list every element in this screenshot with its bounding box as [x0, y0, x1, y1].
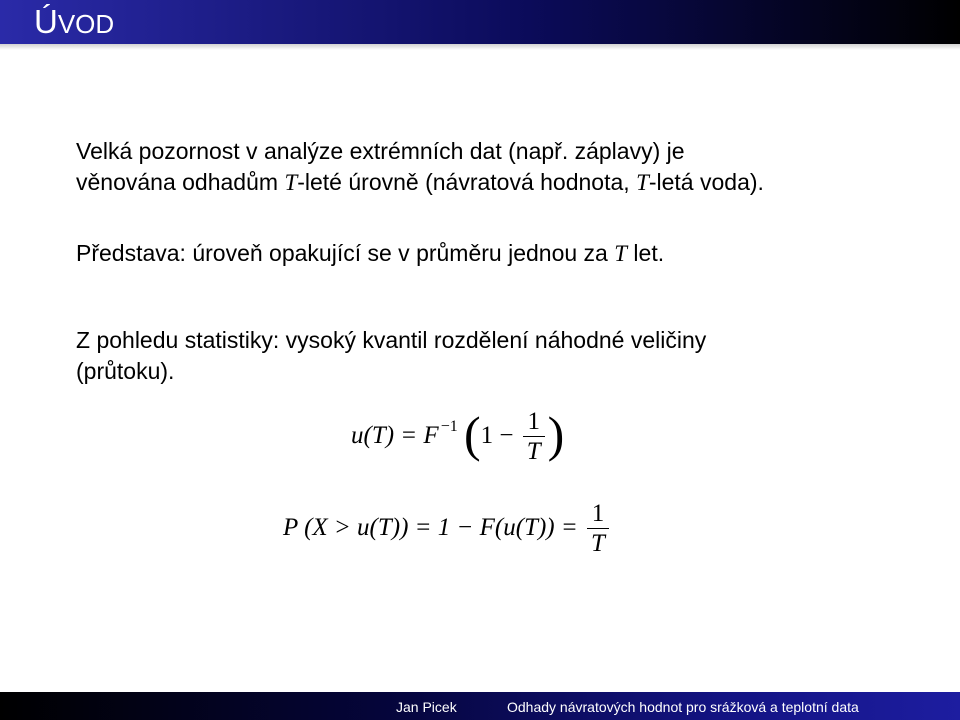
paragraph-2: [76, 238, 664, 269]
p2-text-a: Představa: úroveň opakující se v průměru jednou za: [76, 240, 615, 266]
paragraph-3: [76, 325, 706, 387]
equation-exceedance-probability: [283, 500, 960, 559]
slide-footer: [0, 692, 960, 720]
eq2-denominator: T: [587, 528, 609, 559]
eq2-numerator: 1: [591, 500, 605, 527]
paragraph-3-line-1: Z pohledu statistiky: vysoký kvantil rozdělení náhodné veličiny: [76, 327, 707, 353]
footer-talk-title: Odhady návratových hodnot pro srážková a teplotní data: [507, 699, 859, 715]
eq1-one-minus: 1 −: [480, 422, 520, 450]
p2-text-b: let.: [627, 240, 665, 266]
paragraph-1-line-2: [76, 167, 764, 198]
p1-text-b: -leté úrovně (návratová hodnota,: [297, 169, 637, 195]
paragraph-1-line-1: Velká pozornost v analýze extrémních dat (např. záplavy) je: [76, 138, 685, 164]
slide-title-initial: Ú: [34, 3, 58, 40]
eq1-denominator: T: [523, 436, 545, 467]
equation-return-level: [351, 405, 960, 467]
p1-text-a: věnována odhadům: [76, 169, 285, 195]
math-T: T: [284, 170, 298, 195]
footer-author: Jan Picek: [396, 699, 457, 715]
eq1-lhs: u(T) = F: [351, 422, 439, 450]
slide-header-bar: [0, 0, 960, 44]
left-paren: (: [463, 405, 481, 462]
right-paren: ): [547, 405, 565, 462]
math-T: T: [614, 241, 628, 266]
slide-title: [34, 4, 114, 42]
paragraph-3-line-2: (průtoku).: [76, 358, 175, 384]
math-T: T: [636, 170, 649, 195]
eq2-fraction: [587, 500, 609, 559]
paragraph-1: [76, 136, 764, 198]
slide-title-rest: VOD: [57, 9, 115, 39]
header-shadow: [0, 44, 960, 50]
eq2-lhs: P (X > u(T)) = 1 − F(u(T)) =: [283, 514, 585, 542]
eq1-numerator: 1: [527, 408, 540, 435]
eq1-fraction: [523, 408, 545, 467]
p1-text-c: -letá voda).: [648, 169, 764, 195]
eq1-superscript: −1: [440, 418, 458, 436]
